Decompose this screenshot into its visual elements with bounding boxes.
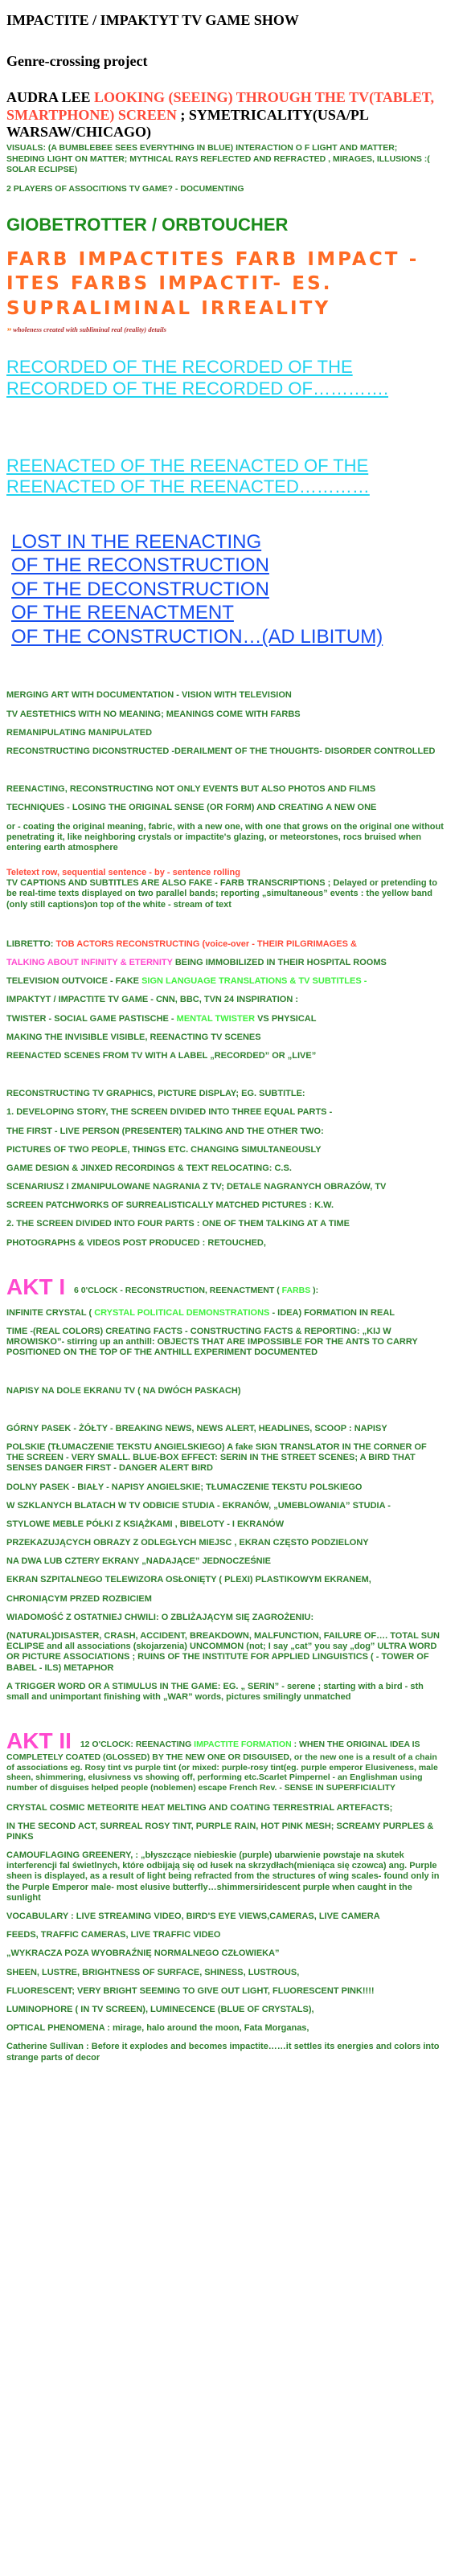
wholeness-text: wholeness created with subliminal real (reality) details (13, 325, 166, 334)
coating-paragraph: or - coating the original meaning, fabric, with a new one, with one that grows on the original one without penetrating it, like neighboring crystals or impactite's glazing, or meteorstones, rocs bruised when entering earth atmosphere (6, 821, 444, 853)
lost-line: OF THE RECONSTRUCTION (11, 554, 269, 577)
page-title: IMPACTITE / IMPAKTYT TV GAME SHOW (6, 12, 299, 28)
feeds-line: FEEDS, TRAFFIC CAMERAS, LIVE TRAFFIC VIDEO (6, 1930, 221, 1940)
infinite-crystal-line (6, 1308, 444, 1319)
przekazujacych-line: PRZEKAZUJĄCYCH OBRAZY Z ODLEGŁYCH MIEJSC , EKRAN CZĘSTO PODZIELONY (6, 1538, 369, 1548)
twister-a: TWISTER - SOCIAL GAME PASTISCHE - (6, 1013, 177, 1024)
reconstructing-tv-head: RECONSTRUCTING TV GRAPHICS, PICTURE DISPLAY; EG. SUBTITLE: (6, 1089, 305, 1099)
infinite-c: - IDEA) FORMATION IN REAL (272, 1307, 395, 1318)
photographs-line: PHOTOGRAPHS & VIDEOS POST PRODUCED : RETOUCHED, (6, 1237, 266, 1248)
ekran-szpitalnego-line: EKRAN SZPITALNEGO TELEWIZORA OSŁONIĘTY ( PLEXI) PLASTIKOWYM EKRANEM, (6, 1575, 371, 1585)
spacer (6, 925, 444, 939)
act2-text-a: 12 O'CLOCK: REENACTING (80, 1740, 195, 1750)
merging-line: MERGING ART WITH DOCUMENTATION - VISION WITH TELEVISION (6, 690, 292, 701)
patchworks-line: SCREEN PATCHWORKS OF SURREALISTICALLY MATCHED PICTURES : K.W. (6, 1200, 334, 1211)
making-line: MAKING THE INVISIBLE VISIBLE, REENACTING TV SCENES (6, 1032, 261, 1042)
techniques-line: TECHNIQUES - LOSING THE ORIGINAL SENSE (OR FORM) AND CREATING A NEW ONE (6, 803, 377, 813)
recorded-heading: RECORDED OF THE RECORDED OF THE RECORDED OF THE RECORDED OF…………. (6, 357, 389, 399)
natural-paragraph: (NATURAL)DISASTER, CRASH, ACCIDENT, BREAKDOWN, MALFUNCTION, FAILURE OF…. TOTAL SUN ECLIPSE and all associations (skojarzenia) UNCOMMON (not; I say „cat” you say „dog” ULTRA WORD OR PICTURE ASSOCIATIONS ; RUINS OF THE INSTITUTE FOR APPLIED LINGUISTICS ( - TOWER OF BABEL - ILS) METAPHOR (6, 1631, 440, 1673)
time-real-paragraph: TIME -(REAL COLORS) CREATING FACTS - CONSTRUCTING FACTS & REPORTING: „KIJ W MROWISKO”- stirring up an anthill: OBJECTS THAT ARE IMPOSSIBLE FOR THE ANTS TO CARRY POSITIONED ON THE TOP OF THE ANTHILL EXPERIMENT DOCUMENTED (6, 1327, 418, 1358)
dolny-line: DOLNY PASEK - BIAŁY - NAPISY ANGIELSKIE; TŁUMACZENIE TEKSTU POLSKIEGO (6, 1482, 363, 1492)
scenariusz-line: SCENARIUSZ I ZMANIPULOWANE NAGRANIA Z TV; DETALE NAGRANYCH OBRAZÓW, TV (6, 1182, 387, 1192)
catherine-line: Catherine Sullivan : Before it explodes and becomes impactite……it settles its energies and colors into strange parts of decor (6, 2042, 440, 2063)
remanipulating-line: REMANIPULATING MANIPULATED (6, 727, 153, 738)
teletext-paragraph (6, 868, 444, 910)
author-name: AUDRA LEE (6, 89, 91, 105)
act2-text-b: IMPACTITE FORMATION (194, 1740, 292, 1750)
lost-line: OF THE DECONSTRUCTION (11, 578, 269, 600)
twister-b: MENTAL TWISTER (176, 1013, 256, 1024)
act1-text-b: FARBS (281, 1285, 311, 1295)
twister-line (6, 1014, 444, 1024)
polskie-paragraph: POLSKIE (TŁUMACZENIE TEKSTU ANGIELSKIEGO) A fake SIGN TRANSLATOR IN THE CORNER OF THE SCREEN - VERY SMALL. BLUE-BOX EFFECT: SERIN IN THE STREET SCENES; A BIRD THAT SENSES DANGER FIRST - DANGER ALERT BIRD (6, 1441, 427, 1474)
libretto-line (6, 939, 444, 950)
fluorescent-line: FLUORESCENT; VERY BRIGHT SEEMING TO GIVE OUT LIGHT, FLUORESCENT PINK!!!! (6, 1985, 375, 1996)
tv-aesthetics-line: TV AESTETHICS WITH NO MEANING; MEANINGS COME WITH FARBS (6, 709, 301, 719)
libretto-label: LIBRETTO: (6, 938, 54, 949)
lost-heading (11, 530, 444, 649)
players-line: 2 PLAYERS OF ASSOCITIONS TV GAME? - DOCUMENTING (6, 183, 244, 194)
reconstructing-line: RECONSTRUCTING DICONSTRUCTED -DERAILMENT OF THE THOUGHTS- DISORDER CONTROLLED (6, 746, 436, 756)
camouflaging-paragraph: CAMOUFLAGING GREENERY, : „błyszczące niebieskie (purple) ubarwienie powstaje na skutek interferencji fal świetlnych, które odbijają się od łusek na skrzydłach(mieniąca się czowca) ang. Purple sheen is displayed, as a result of light being refracted from the structures of wing scales- found only in the Purple Emperor male- most elusive butterfly…shimmersiridescent purple when caught in the sunlight (6, 1850, 440, 1903)
globetrotter-heading: GIOBETROTTER / ORBTOUCHER (6, 215, 289, 235)
divided-line: 2. THE SCREEN DIVIDED INTO FOUR PARTS : ONE OF THEM TALKING AT A TIME (6, 1219, 350, 1229)
luminophore-line: LUMINOPHORE ( IN TV SCREEN), LUMINECENCE (BLUE OF CRYSTALS), (6, 2004, 314, 2014)
second-act-line: IN THE SECOND ACT, SURREAL ROSY TINT, PURPLE RAIN, HOT PINK MESH; SCREAMY PURPLES & PINKS (6, 1821, 434, 1842)
lost-line: LOST IN THE REENACTING (11, 530, 262, 553)
television-outvoice: TELEVISION OUTVOICE - FAKE (6, 976, 142, 987)
optical-line: OPTICAL PHENOMENA : mirage, halo around the moon, Fata Morganas, (6, 2023, 309, 2034)
teletext-red: Teletext row, sequential sentence - by - sentence rolling (6, 868, 240, 878)
act1-text-a: 6 0'CLOCK - RECONSTRUCTION, REENACTMENT ( (74, 1285, 280, 1295)
act2-label: AKT II (6, 1728, 72, 1754)
vocabulary-line: VOCABULARY : LIVE STREAMING VIDEO, BIRD'S EYE VIEWS,CAMERAS, LIVE CAMERA (6, 1912, 380, 1922)
act1-text-c: ): (313, 1285, 319, 1295)
crystal-cosmic-line: CRYSTAL COSMIC METEORITE HEAT MELTING AND COATING TERRESTRIAL ARTEFACTS; (6, 1802, 393, 1813)
project-subtitle: Genre-crossing project (6, 52, 148, 69)
infinite-b: CRYSTAL POLITICAL DEMONSTRATIONS (94, 1307, 270, 1318)
wiadomosc-line: WIADOMOŚĆ Z OSTATNIEJ CHWILI: O ZBLIŻAJĄCYM SIĘ ZAGROŻENIU: (6, 1612, 314, 1622)
act1-line (6, 1276, 444, 1298)
wholeness-note (6, 325, 444, 337)
author-line (6, 89, 444, 141)
reenacting-line: REENACTING, RECONSTRUCTING NOT ONLY EVENTS BUT ALSO PHOTOS AND FILMS (6, 784, 376, 795)
stylowe-line: STYLOWE MEBLE PÓŁKI Z KSIĄŻKAMI , BIBELOTY - I EKRANÓW (6, 1519, 285, 1529)
libretto-red: TOB ACTORS RECONSTRUCTING (voice-over - THEIR PILGRIMAGES & (55, 938, 357, 949)
reenacted-scenes-line: REENACTED SCENES FROM TV WITH A LABEL „RECORDED” OR „LIVE” (6, 1050, 317, 1061)
reenacted-heading: REENACTED OF THE REENACTED OF THE REENACTED OF THE REENACTED………… (6, 456, 370, 497)
twister-c: VS PHYSICAL (257, 1013, 317, 1024)
szklanych-line: W SZKLANYCH BLATACH W TV ODBICIE STUDIA - EKRANÓW, „UMEBLOWANIA” STUDIA - (6, 1500, 391, 1511)
lost-line: OF THE REENACTMENT (11, 602, 234, 624)
act2-line (6, 1730, 444, 1793)
sheen-line: SHEEN, LUSTRE, BRIGHTNESS OF SURFACE, SHINESS, LUSTROUS, (6, 1967, 300, 1977)
wykracza-line: „WYKRACZA POZA WYOBRAŹNIĘ NORMALNEGO CZŁOWIEKA” (6, 1948, 280, 1959)
na-dwa-line: NA DWA LUB CZTERY EKRANY „NADAJĄCE” JEDNOCZEŚNIE (6, 1556, 272, 1567)
quote-mark: ” (6, 325, 11, 337)
farb-heading: FARB IMPACTITES FARB IMPACT -ITES FARBS IMPACTIT- ES. SUPRALIMINAL IRREALITY (6, 248, 420, 319)
talking-infinity-rest: BEING IMMOBILIZED IN THEIR HOSPITAL ROOMS (174, 958, 387, 968)
author-tail: ; SYMETRICALITY(USA/PL WARSAW/CHICAGO) (6, 106, 368, 141)
sign-language-text: SIGN LANGUAGE TRANSLATIONS & TV SUBTITLES - (141, 976, 367, 987)
visuals-line-1: VISUALS: (A BUMBLEBEE SEES EVERYTHING IN BLUE) INTERACTION O F LIGHT AND MATTER; (6, 142, 398, 153)
first-line: THE FIRST - LIVE PERSON (PRESENTER) TALKING AND THE OTHER TWO: (6, 1126, 324, 1136)
gorny-line: GÓRNY PASEK - ŻÓŁTY - BREAKING NEWS, NEWS ALERT, HEADLINES, SCOOP : NAPISY (6, 1423, 387, 1433)
talking-infinity-line (6, 958, 444, 968)
act1-label: AKT I (6, 1274, 66, 1299)
game-design-line: GAME DESIGN & JINXED RECORDINGS & TEXT RELOCATING: C.S. (6, 1163, 292, 1173)
napisy-line: NAPISY NA DOLE EKRANU TV ( NA DWÓCH PASKACH) (6, 1385, 241, 1396)
television-outvoice-line (6, 976, 444, 987)
visuals-line-2: SHEDING LIGHT ON MATTER; MYTHICAL RAYS REFLECTED AND REFRACTED , MIRAGES, ILLUSIONS :( SOLAR ECLIPSE) (6, 154, 430, 174)
trigger-paragraph: A TRIGGER WORD OR A STIMULUS IN THE GAME: EG. „ SERIN” - serene ; starting with a bird - sth small and unimportant finishing with „WAR” words, pictures smilingly unmatched (6, 1681, 424, 1702)
developing-line: 1. DEVELOPING STORY, THE SCREEN DIVIDED INTO THREE EQUAL PARTS - (6, 1107, 333, 1118)
chroniacym-line: CHRONIĄCYM PRZED ROZBICIEM (6, 1593, 152, 1604)
pictures-line: PICTURES OF TWO PEOPLE, THINGS ETC. CHANGING SIMULTANEOUSLY (6, 1144, 322, 1155)
impaktyt-line: IMPAKTYT / IMPACTITE TV GAME - CNN, BBC, TVN 24 INSPIRATION : (6, 995, 299, 1005)
lost-line: OF THE CONSTRUCTION…(AD LIBITUM) (11, 625, 383, 648)
act2-text-c: : WHEN THE ORIGINAL IDEA IS COMPLETELY COATED (GLOSSED) BY THE NEW ONE OR DISGUISED, or the new one is a result of a chain of associations eg. Rosy tint vs purple tint (or mixed: purple-rosy tint(eg. purple emperor Elusiveness, male sheen, shimmering, elusivness vs showing off, performing etc.Scarlet Pimpernel - an Englishman using number of disguises helped people (noblemen) escape French Rev. - SENSE IN SUPERFICIALITY (6, 1740, 438, 1793)
infinite-a: INFINITE CRYSTAL ( (6, 1307, 92, 1318)
author-red-text: LOOKING (SEEING) THROUGH THE TV(TABLET, SMARTPHONE) SCREEN (6, 89, 434, 123)
teletext-rest: TV CAPTIONS AND SUBTITLES ARE ALSO FAKE - FARB TRANSCRIPTIONS ; Delayed or pretending to be real-time texts displayed on two parallel bands; reporting „simultaneous” events : the yellow band (only still captions)on top of the white - stream of text (6, 878, 437, 910)
talking-infinity-pink: TALKING ABOUT INFINITY & ETERNITY (6, 958, 173, 968)
